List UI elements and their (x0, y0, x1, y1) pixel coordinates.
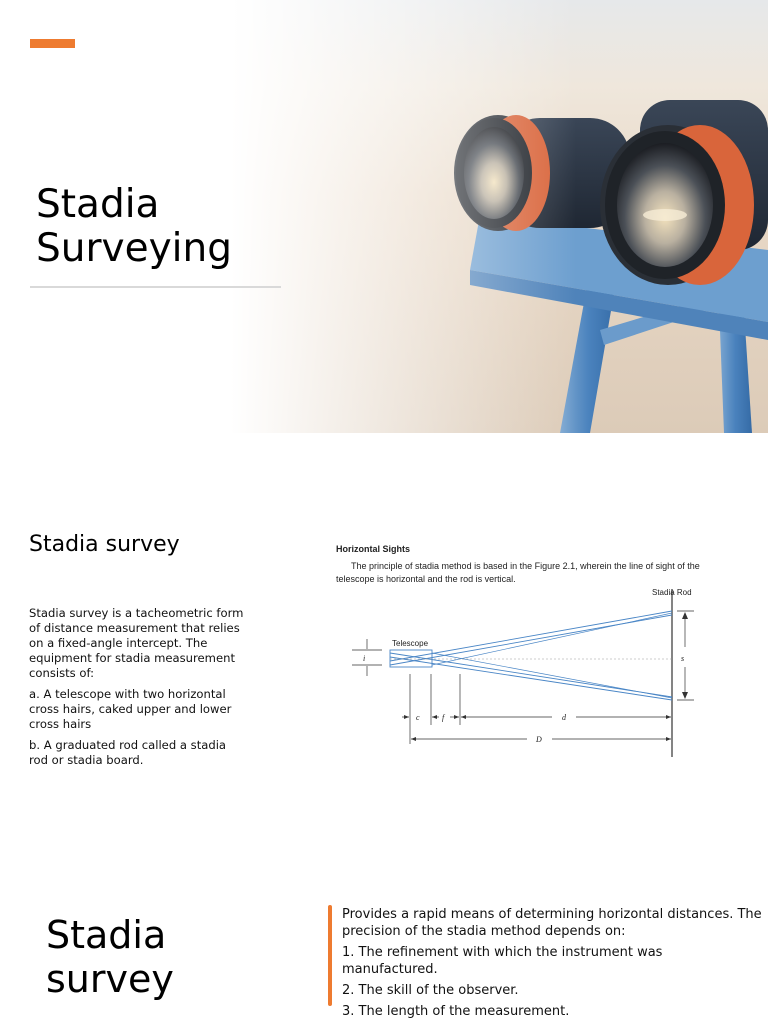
title-accent-bar (30, 39, 75, 48)
figure-heading: Horizontal Sights (336, 544, 410, 554)
summary-point-2: 2. The skill of the observer. (342, 983, 519, 998)
summary-title-line2: survey (46, 957, 174, 1001)
list-item-a: a. A telescope with two horizontal cross hairs, caked upper and lower cross hairs (29, 687, 232, 731)
section-heading: Stadia survey (29, 532, 180, 557)
summary-title-line1: Stadia (46, 913, 167, 957)
title-divider (30, 286, 281, 288)
title-slide (0, 0, 768, 433)
slide-title-line2: Surveying (36, 226, 232, 271)
slide-title-line1: Stadia (36, 182, 160, 227)
stadia-figure (312, 529, 744, 761)
label-d: d (562, 713, 566, 722)
summary-point-1: 1. The refinement with which the instrument was manufactured. (342, 945, 663, 977)
label-f: f (442, 713, 445, 722)
slide-title (36, 183, 336, 271)
figure-caption: The principle of stadia method is based in the Figure 2.1, wherein the line of sight of the telescope is horizontal and the rod is vertical. (336, 561, 700, 584)
summary-accent-bar (328, 905, 332, 1006)
summary-point-3: 3. The length of the measurement. (342, 1004, 570, 1019)
summary-intro: Provides a rapid means of determining horizontal distances. The precision of the stadia method depends on: (342, 907, 762, 939)
sight-lines (390, 611, 672, 746)
list-item-b: b. A graduated rod called a stadia rod or stadia board. (29, 738, 227, 767)
summary-slide (0, 865, 768, 1024)
summary-title (46, 913, 174, 1001)
stadia-rod-label: Stadia Rod (652, 588, 692, 597)
label-c: c (416, 713, 420, 722)
telescope-label: Telescope (392, 639, 429, 648)
description-text (29, 606, 244, 774)
label-D: D (536, 735, 542, 744)
summary-text (342, 906, 762, 1024)
stadia-diagram (312, 529, 744, 761)
intro-paragraph: Stadia survey is a tacheometric form of distance measurement that relies on a fixed-angle intercept. The equipment for stadia measurement consists of: (29, 606, 244, 680)
label-s: s (681, 654, 685, 663)
label-i: i (363, 654, 366, 663)
content-slide (0, 433, 768, 865)
